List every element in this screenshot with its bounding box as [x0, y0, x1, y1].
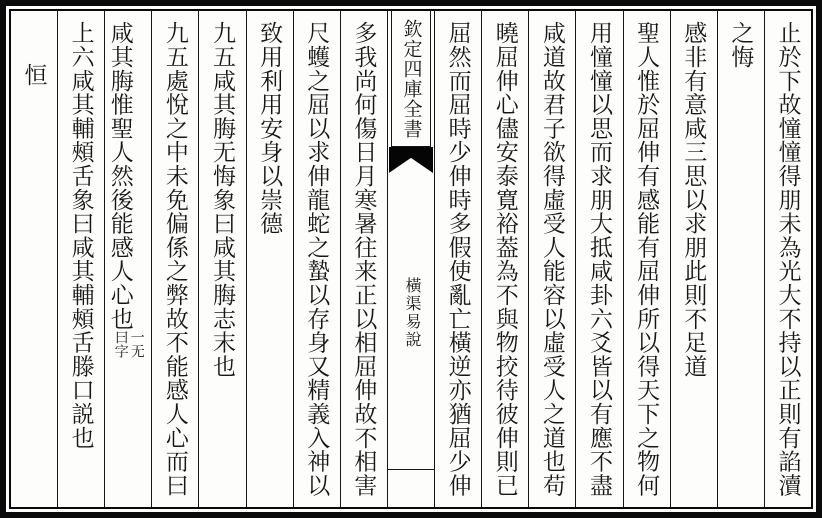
column-text: 多我尚何傷日月寒暑往来正以相屈伸故不相害	[351, 21, 377, 497]
text-column-8	[434, 11, 481, 507]
column-text: 聖人惟於屈伸有感能有屈伸所以得天下之物何	[634, 21, 660, 497]
banxin-middle-box	[388, 173, 434, 469]
text-column-14	[104, 11, 151, 507]
text-column-3	[670, 11, 717, 507]
text-column-6	[528, 11, 575, 507]
text-column-15	[57, 11, 104, 507]
text-column-9	[340, 11, 387, 507]
margin-label-column	[11, 11, 57, 507]
text-column-13	[151, 11, 198, 507]
banxin-book-title: 橫渠易說	[402, 277, 420, 349]
column-text: 感非有意咸三思以求朋此則不足道	[681, 21, 707, 378]
column-text: 屈然而屈時少伸時多假使亂亡橫逆亦猶屈少伸	[445, 21, 471, 497]
column-text: 尺蠖之屈以求伸龍蛇之蟄以存身又精義入神以	[304, 21, 330, 497]
annotation-col-left: 曰字	[112, 330, 128, 359]
banxin-title: 欽定四庫全書	[400, 19, 422, 139]
column-text: 九五咸其脢无悔象曰咸其脢志末也	[209, 21, 235, 378]
page-frame	[9, 9, 813, 509]
column-text-main: 咸其脢惟聖人然後能感人心也	[107, 21, 133, 331]
text-column-11	[246, 11, 293, 507]
column-text: 曉屈伸心儘安泰寛裕葢為不與物挍待彼伸則已	[492, 21, 518, 497]
inline-annotation	[112, 330, 144, 358]
text-column-2	[717, 11, 764, 507]
text-column-7	[481, 11, 528, 507]
text-column-4	[623, 11, 670, 507]
banxin-title-box	[391, 11, 431, 147]
column-text: 致用利用安身以崇德	[257, 21, 283, 236]
text-column-12	[198, 11, 245, 507]
column-text: 九五處悅之中未免偏係之弊故不能感人心而曰	[162, 21, 188, 497]
banxin-column	[387, 11, 434, 507]
column-text	[109, 21, 148, 507]
column-text: 上六咸其輔頰舌象曰咸其輔頰舌滕口説也	[68, 21, 94, 450]
column-text: 之悔	[728, 21, 754, 69]
text-column-5	[575, 11, 622, 507]
text-column-1	[764, 11, 811, 507]
text-column-10	[293, 11, 340, 507]
annotation-col-right: 一无	[128, 330, 144, 359]
fishtail-marker-icon	[389, 147, 433, 173]
column-text: 咸道故君子欲得虛受人能容以虛受人之道也苟	[539, 21, 565, 497]
column-text: 止於下故憧憧得朋未為光大不持以正則有諂瀆	[775, 21, 801, 497]
banxin-bottom-box	[388, 469, 434, 507]
margin-label: 恒	[21, 63, 47, 87]
column-text: 用憧憧以思而求朋大抵咸卦六爻皆以有應不盡	[586, 21, 612, 497]
